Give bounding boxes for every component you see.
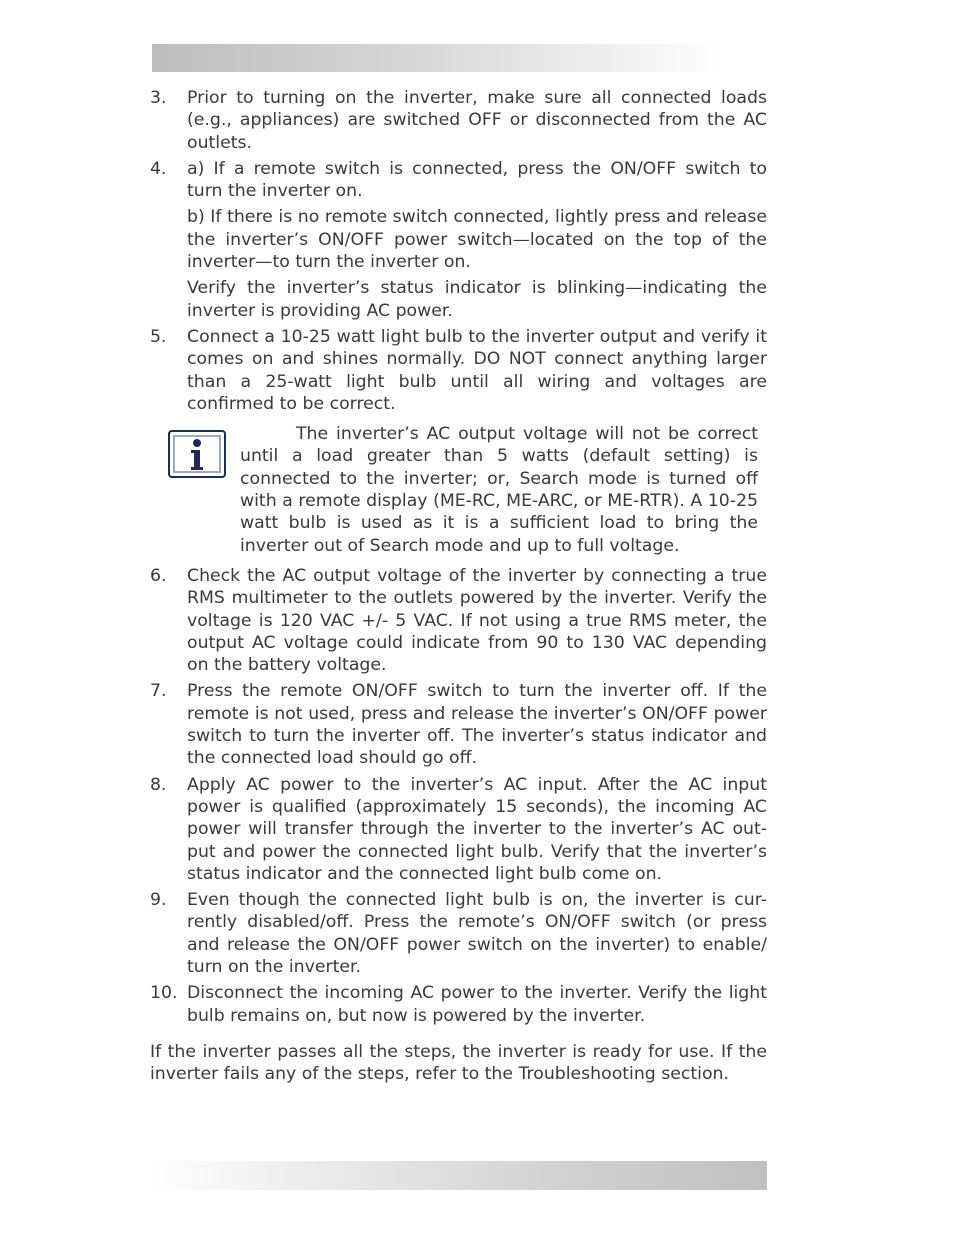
step-number: 9. bbox=[150, 890, 167, 911]
step-number: 10. bbox=[150, 983, 178, 1004]
header-bar bbox=[152, 44, 720, 72]
step-text: a) If a remote switch is connected, press the ON/OFF switch to turn the inverter on. bbox=[187, 158, 767, 202]
list-item bbox=[150, 774, 767, 885]
step-text: Press the remote ON/OFF switch to turn the inverter off. If the remote is not used, press and release the inverter’s ON/OFF power switch to turn the inverter off. The inverter’s status indicator and the connected load should go off. bbox=[187, 681, 767, 769]
list-item bbox=[150, 87, 767, 154]
step-text: Prior to turning on the inverter, make sure all connected loads (e.g., appliances) are switched OFF or disconnected from the AC outlets. bbox=[187, 88, 767, 153]
list-item bbox=[150, 889, 767, 978]
step-number: 6. bbox=[150, 565, 167, 586]
info-icon bbox=[168, 430, 226, 478]
list-item bbox=[150, 326, 767, 415]
step-number: 4. bbox=[150, 158, 167, 179]
step-number: 3. bbox=[150, 88, 167, 108]
list-item bbox=[150, 680, 767, 769]
info-note bbox=[150, 423, 767, 557]
list-item bbox=[150, 982, 767, 1027]
step-text: Apply AC power to the inverter’s AC input. After the AC input power is qualified (approximately 15 seconds), the incoming AC power will transfer through the inverter to the inverter’s AC out-put and power the connected light bulb. Verify that the inverter’s status indicator and the connected light bulb come on. bbox=[187, 774, 767, 884]
note-text: The inverter’s AC output voltage will not be correct until a load greater than 5 watts (default setting) is connected to the inverter; or, Search mode is turned off with a remote display (ME-RC, ME-ARC, or ME-RTR). A 10-25 watt bulb is used as it is a sufficient load to bring the inverter out of Search mode and up to full voltage. bbox=[240, 424, 758, 556]
step-text: Even though the connected light bulb is on, the inverter is cur-rently disabled/off. Press the remote’s ON/OFF switch (or press and release the ON/OFF power switch on the inverter) to enable/ turn on the inverter. bbox=[187, 890, 767, 977]
step-text: Disconnect the incoming AC power to the inverter. Verify the light bulb remains on, but now is powered by the inverter. bbox=[187, 983, 767, 1026]
closing-paragraph: If the inverter passes all the steps, the inverter is ready for use. If the inverter fails any of the steps, refer to the Troubleshooting section. bbox=[150, 1041, 767, 1085]
step-number: 5. bbox=[150, 326, 167, 347]
list-item bbox=[150, 158, 767, 322]
step-text: Verify the inverter’s status indicator is blinking—indicating the inverter is providing AC power. bbox=[187, 278, 767, 321]
step-number: 8. bbox=[150, 774, 167, 795]
page-content bbox=[150, 87, 767, 1103]
step-text: b) If there is no remote switch connected, lightly press and release the inverter’s ON/OFF power switch—located on the top of the inverter—to turn the inverter on. bbox=[187, 207, 767, 273]
list-item bbox=[150, 565, 767, 676]
step-text: Connect a 10-25 watt light bulb to the inverter output and verify it comes on and shines normally. DO NOT connect anything larger than a 25-watt light bulb until all wiring and voltages are confirmed to be correct. bbox=[187, 326, 767, 414]
step-number: 7. bbox=[150, 681, 167, 702]
step-text: Check the AC output voltage of the inverter by connecting a true RMS multimeter to the outlets powered by the inverter. Verify the voltage is 120 VAC +/- 5 VAC. If not using a true RMS meter, the output AC voltage could indicate from 90 to 130 VAC depending on the battery voltage. bbox=[187, 565, 767, 676]
footer-bar bbox=[150, 1161, 767, 1190]
